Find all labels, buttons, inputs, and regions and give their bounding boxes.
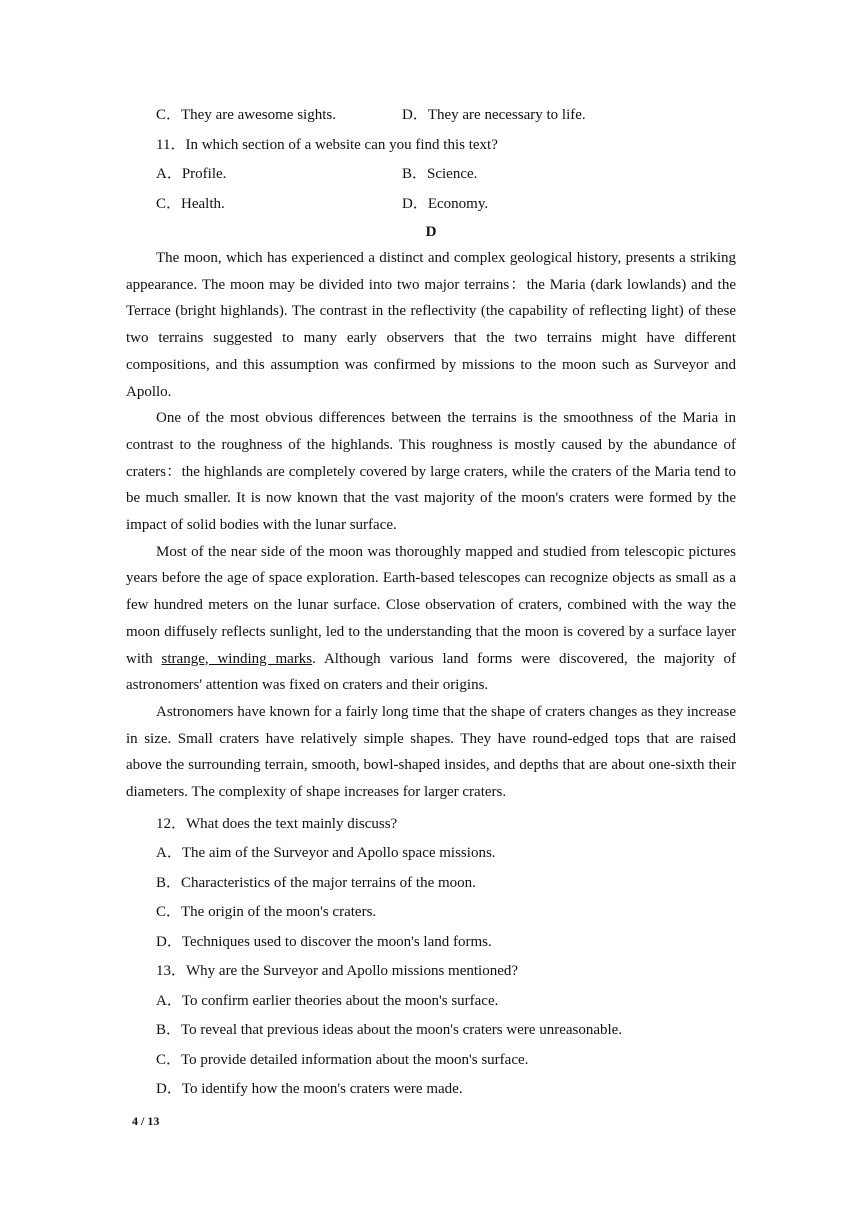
underlined-phrase: strange, winding marks <box>161 650 313 667</box>
q13-option-d: D．To identify how the moon's craters were made. <box>156 1081 463 1098</box>
page-number: 4 / 13 <box>132 1114 160 1128</box>
passage-paragraph-1: The moon, which has experienced a distinct and complex geological history, presents a striking appearance. The moon may be divided into two major terrains：the Maria (dark lowlands) and the Terrace (bright highlands). The contrast in the reflectivity (the capability of reflecting light) of these two terrains suggested to many early observers that the two terrains might have different compositions, and this assumption was confirmed by missions to the moon such as Surveyor and Apollo. <box>126 250 736 400</box>
q10-options-row <box>126 101 736 131</box>
passage-heading: D <box>425 224 437 240</box>
passage-paragraph-3 <box>126 539 736 699</box>
q11-option-d: D．Economy. <box>402 195 489 212</box>
q11-option-a: A．Profile. <box>156 166 227 182</box>
q13-block <box>126 957 736 1105</box>
q12-option-c: C．The origin of the moon's craters. <box>156 904 377 921</box>
q13-option-b: B．To reveal that previous ideas about the moon's craters were unreasonable. <box>156 1022 623 1039</box>
q13-option-c: C．To provide detailed information about the moon's surface. <box>156 1051 529 1068</box>
passage-paragraph-4: Astronomers have known for a fairly long time that the shape of craters changes as they increase in size. Small craters have relatively simple shapes. They have round-edged tops that are raised above the surrounding terrain, smooth, bowl-shaped insides, and depths that are about one-sixth their diameters. The complexity of shape increases for larger craters. <box>126 703 736 801</box>
paragraph-3-text-end: . Although various land forms were discovered, the majority of astronomers' attention was fixed on craters and their origins. <box>126 650 737 694</box>
q12-option-a: A．The aim of the Surveyor and Apollo space missions. <box>156 845 496 862</box>
q12-block <box>126 810 736 958</box>
q12-question: 12．What does the text mainly discuss? <box>156 815 398 832</box>
q11-option-b: B．Science. <box>402 166 478 182</box>
paragraph-3-text-start: Most of the near side of the moon was thoroughly mapped and studied from telescopic pictures years before the age of space exploration. Earth-based telescopes can recognize objects as small as a few hundred meters on the lunar surface. Close observation of craters, combined with the way the moon diffusely reflects sunlight, led to the understanding that the moon is covered by a surface layer with <box>126 543 736 667</box>
q11-options-row-2 <box>126 190 736 220</box>
q10-option-d: D．They are necessary to life. <box>402 107 586 123</box>
q13-question: 13．Why are the Surveyor and Apollo missions mentioned? <box>156 963 519 980</box>
q13-option-a: A．To confirm earlier theories about the moon's surface. <box>156 992 499 1009</box>
passage-paragraph-2: One of the most obvious differences between the terrains is the smoothness of the Maria in contrast to the roughness of the highlands. This roughness is mostly caused by the abundance of craters：the highlands are completely covered by large craters, while the craters of the Maria tend to be much smaller. It is now known that the vast majority of the moon's craters were formed by the impact of solid bodies with the lunar surface. <box>126 410 736 534</box>
q11-question: 11．In which section of a website can you find this text? <box>156 136 498 153</box>
q10-option-c: C．They are awesome sights. <box>156 107 336 123</box>
page-content <box>126 101 736 1105</box>
q12-option-d: D．Techniques used to discover the moon's land forms. <box>156 933 492 950</box>
q11-option-c: C．Health. <box>156 195 225 212</box>
q11-options-row-1 <box>126 160 736 190</box>
q12-option-b: B．Characteristics of the major terrains of the moon. <box>156 874 476 891</box>
